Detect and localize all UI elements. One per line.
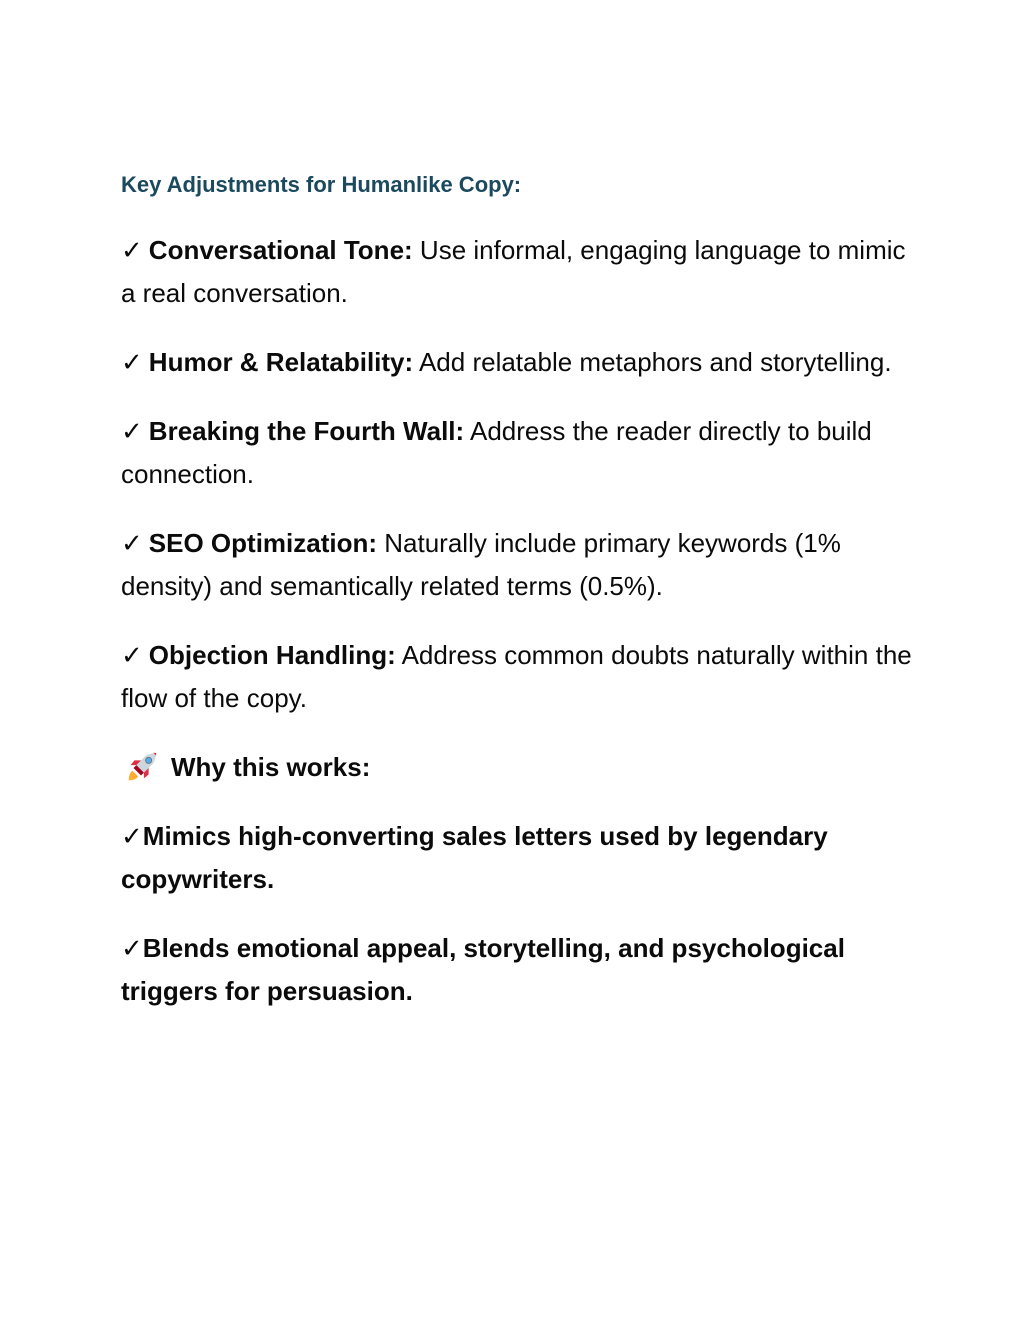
list-item-humor-relatability [121,341,921,384]
checkmark-icon: ✓ [121,415,143,446]
checkmark-icon: ✓ [121,234,143,265]
section-heading: Key Adjustments for Humanlike Copy: [121,172,522,197]
checkmark-icon: ✓ [121,527,143,558]
list-item-conversational-tone [121,229,921,315]
item-label: Humor & Relatability: [148,346,414,377]
list-item-seo-optimization [121,522,921,608]
why-heading [121,746,921,789]
why-item-text: Blends emotional appeal, storytelling, and psychological triggers for persuasion. [121,932,845,1006]
list-item-fourth-wall [121,410,921,496]
item-text: Naturally include primary keywords (1% density) and semantically related terms (0.5%). [121,527,841,601]
why-item-text: Mimics high-converting sales letters used by legendary copywriters. [121,820,828,894]
checkmark-icon: ✓ [121,346,143,377]
item-label: Conversational Tone: [148,234,413,265]
item-text: Use informal, engaging language to mimic a real conversation. [121,234,906,308]
list-item-objection-handling [121,634,921,720]
item-text: Address common doubts naturally within the flow of the copy. [121,639,912,713]
checkmark-icon: ✓ [121,932,143,963]
item-label: SEO Optimization: [148,527,378,558]
item-text: Address the reader directly to build connection. [121,415,872,489]
item-text: Add relatable metaphors and storytelling. [413,346,892,377]
checkmark-icon: ✓ [121,820,143,851]
rocket-icon [125,750,159,784]
why-title: Why this works: [171,751,371,782]
item-label: Breaking the Fourth Wall: [148,415,465,446]
item-label: Objection Handling: [148,639,396,670]
why-item-mimics [121,815,921,901]
document-page [121,170,921,1039]
why-item-blends [121,927,921,1013]
checkmark-icon: ✓ [121,639,143,670]
